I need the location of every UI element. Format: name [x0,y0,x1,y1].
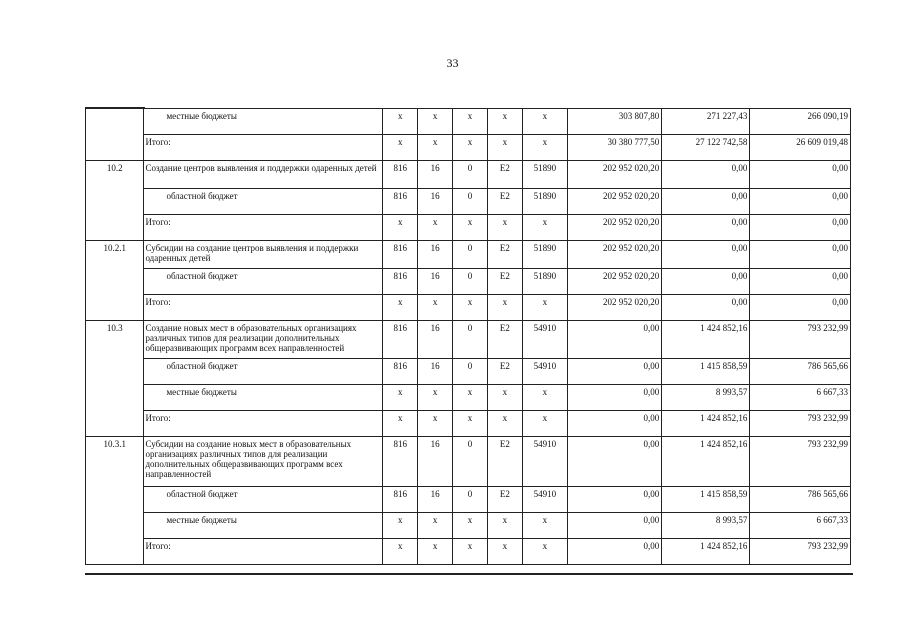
table-row [86,189,851,215]
row-number: 10.2 [86,161,144,241]
row-name: Итого: [144,215,383,241]
table-row [86,161,851,189]
row-name: Субсидии на создание новых мест в образовательных организациях различных типов для реализации дополнительных общеразвивающих программ всех направленностей [144,437,383,487]
row-name: областной бюджет [144,359,383,385]
code-cell: х [487,295,522,321]
amount-cell: 271 227,43 [662,109,750,135]
row-number: 10.3.1 [86,437,144,565]
code-cell: E2 [487,189,522,215]
code-cell: х [522,513,567,539]
code-cell: 816 [383,321,418,359]
code-cell: х [418,135,453,161]
code-cell: E2 [487,321,522,359]
code-cell: 16 [418,321,453,359]
code-cell: 16 [418,487,453,513]
amount-cell: 6 667,33 [750,385,851,411]
page-number: 33 [446,56,459,70]
budget-table [85,108,851,565]
code-cell: х [383,385,418,411]
code-cell: х [383,295,418,321]
table-row [86,295,851,321]
amount-cell: 0,00 [662,189,750,215]
amount-cell: 1 415 858,59 [662,487,750,513]
table-row [86,269,851,295]
amount-cell: 8 993,57 [662,513,750,539]
amount-cell: 6 667,33 [750,513,851,539]
amount-cell: 0,00 [567,411,661,437]
code-cell: 0 [453,189,488,215]
amount-cell: 0,00 [750,241,851,269]
amount-cell: 0,00 [662,241,750,269]
table-row [86,385,851,411]
amount-cell: 786 565,66 [750,487,851,513]
code-cell: х [383,215,418,241]
code-cell: E2 [487,269,522,295]
code-cell: х [453,295,488,321]
code-cell: 16 [418,241,453,269]
code-cell: 54910 [522,487,567,513]
code-cell: 0 [453,437,488,487]
table-row [86,135,851,161]
code-cell: 51890 [522,161,567,189]
code-cell: х [487,109,522,135]
code-cell: х [418,539,453,565]
code-cell: х [383,539,418,565]
code-cell: х [522,109,567,135]
row-name: Итого: [144,135,383,161]
code-cell: х [522,385,567,411]
code-cell: х [383,109,418,135]
row-name: местные бюджеты [144,513,383,539]
amount-cell: 0,00 [750,189,851,215]
code-cell: 816 [383,437,418,487]
code-cell: 54910 [522,359,567,385]
code-cell: 816 [383,189,418,215]
amount-cell: 1 424 852,16 [662,411,750,437]
row-name: Итого: [144,411,383,437]
code-cell: 16 [418,269,453,295]
amount-cell: 0,00 [750,295,851,321]
code-cell: 0 [453,269,488,295]
amount-cell: 0,00 [567,539,661,565]
amount-cell: 202 952 020,20 [567,215,661,241]
code-cell: х [522,411,567,437]
row-name: местные бюджеты [144,109,383,135]
code-cell: х [487,385,522,411]
code-cell: 16 [418,161,453,189]
row-name: областной бюджет [144,189,383,215]
amount-cell: 793 232,99 [750,411,851,437]
amount-cell: 1 424 852,16 [662,437,750,487]
table-row [86,241,851,269]
code-cell: E2 [487,161,522,189]
code-cell: х [487,513,522,539]
code-cell: х [453,385,488,411]
amount-cell: 0,00 [750,161,851,189]
row-name: Создание новых мест в образовательных организациях различных типов для реализации дополнительных общеразвивающих программ всех направленностей [144,321,383,359]
code-cell: 0 [453,321,488,359]
amount-cell: 0,00 [567,513,661,539]
code-cell: х [487,539,522,565]
code-cell: 0 [453,161,488,189]
amount-cell: 793 232,99 [750,321,851,359]
row-name: Итого: [144,539,383,565]
code-cell: х [453,135,488,161]
code-cell: х [418,513,453,539]
amount-cell: 786 565,66 [750,359,851,385]
code-cell: 16 [418,189,453,215]
row-number: 10.2.1 [86,241,144,321]
amount-cell: 0,00 [567,437,661,487]
amount-cell: 0,00 [662,161,750,189]
amount-cell: 0,00 [662,269,750,295]
code-cell: х [453,513,488,539]
amount-cell: 793 232,99 [750,437,851,487]
table-row [86,359,851,385]
code-cell: 0 [453,241,488,269]
amount-cell: 30 380 777,50 [567,135,661,161]
amount-cell: 8 993,57 [662,385,750,411]
amount-cell: 202 952 020,20 [567,241,661,269]
amount-cell: 1 424 852,16 [662,539,750,565]
code-cell: 0 [453,487,488,513]
table-row [86,321,851,359]
table-row [86,411,851,437]
code-cell: 816 [383,359,418,385]
code-cell: 51890 [522,189,567,215]
row-name: областной бюджет [144,487,383,513]
code-cell: х [418,295,453,321]
amount-cell: 303 807,80 [567,109,661,135]
code-cell: х [453,215,488,241]
amount-cell: 1 415 858,59 [662,359,750,385]
code-cell: 54910 [522,321,567,359]
code-cell: х [522,539,567,565]
code-cell: 816 [383,161,418,189]
amount-cell: 202 952 020,20 [567,189,661,215]
code-cell: E2 [487,437,522,487]
table-row [86,539,851,565]
amount-cell: 0,00 [662,295,750,321]
amount-cell: 0,00 [750,215,851,241]
code-cell: х [487,411,522,437]
code-cell: х [418,215,453,241]
code-cell: х [487,135,522,161]
table-row [86,437,851,487]
amount-cell: 0,00 [567,359,661,385]
row-name: областной бюджет [144,269,383,295]
table-row [86,487,851,513]
code-cell: х [487,215,522,241]
code-cell: 816 [383,269,418,295]
row-name: Создание центров выявления и поддержки одаренных детей [144,161,383,189]
table-row [86,109,851,135]
amount-cell: 0,00 [567,487,661,513]
code-cell: 0 [453,359,488,385]
row-number [86,109,144,161]
code-cell: E2 [487,487,522,513]
table-bottom-rule [85,573,853,575]
row-name: Субсидии на создание центров выявления и поддержки одаренных детей [144,241,383,269]
code-cell: х [522,295,567,321]
code-cell: 54910 [522,437,567,487]
code-cell: 51890 [522,241,567,269]
row-name: местные бюджеты [144,385,383,411]
code-cell: х [522,215,567,241]
amount-cell: 26 609 019,48 [750,135,851,161]
amount-cell: 0,00 [662,215,750,241]
amount-cell: 202 952 020,20 [567,295,661,321]
row-name: Итого: [144,295,383,321]
code-cell: 16 [418,359,453,385]
code-cell: 816 [383,241,418,269]
code-cell: E2 [487,359,522,385]
code-cell: х [522,135,567,161]
amount-cell: 202 952 020,20 [567,269,661,295]
code-cell: 16 [418,437,453,487]
code-cell: E2 [487,241,522,269]
amount-cell: 202 952 020,20 [567,161,661,189]
amount-cell: 27 122 742,58 [662,135,750,161]
code-cell: х [453,411,488,437]
amount-cell: 266 090,19 [750,109,851,135]
code-cell: х [418,109,453,135]
code-cell: х [383,135,418,161]
amount-cell: 793 232,99 [750,539,851,565]
code-cell: х [453,109,488,135]
table-row [86,513,851,539]
amount-cell: 0,00 [567,321,661,359]
table-body [86,109,851,565]
table-row [86,215,851,241]
code-cell: х [383,513,418,539]
amount-cell: 0,00 [567,385,661,411]
code-cell: х [453,539,488,565]
code-cell: х [418,411,453,437]
amount-cell: 1 424 852,16 [662,321,750,359]
row-number: 10.3 [86,321,144,437]
code-cell: х [418,385,453,411]
amount-cell: 0,00 [750,269,851,295]
code-cell: 51890 [522,269,567,295]
code-cell: х [383,411,418,437]
code-cell: 816 [383,487,418,513]
